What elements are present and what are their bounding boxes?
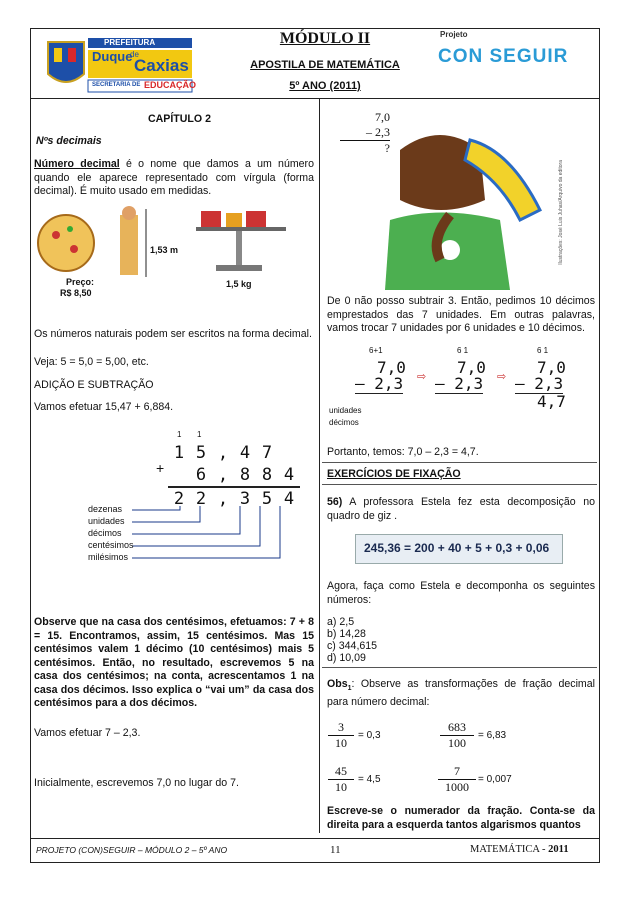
fraction-4-eq: = 0,007	[478, 774, 512, 785]
header-divider	[30, 98, 600, 99]
chapter-title: CAPÍTULO 2	[148, 113, 211, 125]
carry-2: 1	[197, 430, 202, 439]
weight-value: 1,5 kg	[226, 279, 252, 289]
item-d: d) 10,09	[327, 652, 366, 664]
separator	[322, 484, 597, 485]
measurements-illustration	[36, 205, 306, 300]
carry-1: 1	[177, 430, 182, 439]
module-title: MÓDULO II	[279, 30, 371, 47]
observe-paragraph: Observe que na casa dos centésimos, efetuamos: 7 + 8 = 15. Encontramos, assim, 15 centésimos. Mas 15 centésimos valem 1 décimo (10 centésimos) mais 5 centésimos. Então, no resultado, escrevemos 5 na casa dos centésimos; na conta, acrescentamos 1 na casa dos décimos. Isso explica o “vai um” da casa dos centésimos para a dos décimos.	[34, 616, 314, 709]
add-cell: 8	[239, 465, 251, 485]
height-value: 1,53 m	[150, 245, 179, 255]
add-cell: 4	[283, 465, 295, 485]
boy-sum-b: – 2,3	[340, 125, 390, 141]
step2-b: – 2,3	[435, 374, 484, 393]
logo-caxias-text: Caxias	[134, 56, 189, 75]
add-cell: ,	[217, 465, 229, 485]
escreve-paragraph: Escreve-se o numerador da fração. Conta-se da direita para a esquerda tantos algarismos quantos	[327, 805, 595, 831]
fraction-2-eq: = 6,83	[478, 730, 507, 741]
portanto-text: Portanto, temos: 7,0 – 2,3 = 4,7.	[327, 446, 479, 458]
inicialmente-text: Inicialmente, escrevemos 7,0 no lugar do 7.	[34, 777, 239, 789]
price-value: R$ 8,50	[60, 288, 92, 298]
add-cell: 3	[239, 489, 251, 509]
add-cell: 2	[173, 489, 185, 509]
fraction-4-num: 7	[438, 764, 476, 780]
step1-top: 6+1	[369, 346, 383, 355]
efetuar1-text: Vamos efetuar 15,47 + 6,884.	[34, 401, 174, 413]
plus-sign: +	[156, 460, 165, 476]
label-milesimos: milésimos	[88, 552, 129, 562]
q56-body: A professora Estela fez esta decomposição no quadro de giz .	[327, 496, 595, 522]
step3-result: 4,7	[537, 392, 566, 411]
add-cell: 6	[195, 465, 207, 485]
logo-projeto-text: Projeto	[440, 30, 468, 39]
column-divider	[319, 98, 320, 833]
de0-paragraph: De 0 não posso subtrair 3. Então, pedimos 10 décimos emprestados das 7 unidades. Em outras palavras, vamos trocar 7 unidades por 6 unidades e 10 décimos.	[327, 295, 595, 334]
add-cell: 2	[195, 489, 207, 509]
obs-text: : Observe as transformações de fração decimal para número decimal:	[327, 678, 595, 708]
arrow-icon: ⇨	[497, 371, 507, 383]
fraction-3-eq: = 4,5	[358, 774, 381, 785]
arrow-icon: ⇨	[417, 371, 427, 383]
fraction-1-num: 3	[328, 720, 354, 736]
add-cell: 8	[261, 465, 273, 485]
boy-illustration	[330, 110, 580, 290]
separator	[322, 667, 597, 668]
boy-sum-a: 7,0	[375, 110, 390, 124]
logo-secretaria-text: SECRETARIA DE	[92, 82, 141, 88]
footer-page-number: 11	[330, 844, 341, 856]
fraction-3-den: 10	[335, 780, 347, 794]
agora-text: Agora, faça como Estela e decomponha os seguintes números:	[327, 580, 595, 606]
add-cell: 5	[261, 489, 273, 509]
footer-subject: MATEMÁTICA -	[470, 844, 546, 855]
veja-text: Veja: 5 = 5,0 = 5,00, etc.	[34, 356, 149, 368]
add-sub-heading: ADIÇÃO E SUBTRAÇÃO	[34, 379, 154, 391]
fraction-4-den: 1000	[445, 780, 469, 794]
step2-a: 7,0	[457, 358, 486, 377]
logo-conseguir-text: CON SEGUIR	[438, 46, 569, 67]
section-title: Nºs decimais	[36, 135, 102, 147]
add-cell: 4	[239, 443, 251, 463]
step1-lbl-unidades: unidades	[329, 406, 362, 415]
grade-title: 5º ANO (2011)	[289, 80, 361, 92]
efetuar2-text: Vamos efetuar 7 – 2,3.	[34, 727, 141, 739]
fraction-1	[328, 720, 354, 751]
add-cell: 5	[195, 443, 207, 463]
footer-right	[470, 844, 569, 855]
item-a: a) 2,5	[327, 616, 355, 628]
item-c: c) 344,615	[327, 640, 378, 652]
exercicios-heading: EXERCÍCIOS DE FIXAÇÃO	[327, 468, 461, 480]
fraction-3-num: 45	[328, 764, 354, 780]
add-cell: 7	[261, 443, 273, 463]
obs-subscript: 1	[347, 685, 352, 693]
fraction-2-den: 100	[448, 736, 466, 750]
label-centesimos: centésimos	[88, 540, 134, 550]
add-cell: 1	[173, 443, 185, 463]
fraction-1-eq: = 0,3	[358, 730, 381, 741]
price-label: Preço:	[66, 277, 95, 287]
logo-conseguir	[436, 30, 576, 80]
fraction-1-den: 10	[335, 736, 347, 750]
footer-left: PROJETO (CON)SEGUIR – MÓDULO 2 – 5º ANO	[36, 845, 228, 855]
add-cell: ,	[217, 489, 229, 509]
logo-educacao-text: EDUCAÇÃO	[144, 80, 197, 90]
boy-credit: Ilustrações: José Luis Juhas/Arquivo da editora	[558, 160, 564, 265]
obs-label: Obs	[327, 678, 348, 690]
fraction-4	[438, 764, 476, 795]
intro-rest: é o nome que damos a um número quando ele aparece representado com vírgula (forma decimal). É muito usado em medidas.	[34, 158, 314, 197]
label-decimos: décimos	[88, 528, 122, 538]
step3-b: – 2,3	[515, 374, 564, 393]
natural-numbers-text: Os números naturais podem ser escritos na forma decimal.	[34, 328, 312, 340]
q56-number: 56)	[327, 496, 343, 508]
subtraction-steps	[327, 346, 595, 431]
boy-sum	[340, 110, 390, 156]
logo-de-text: de	[130, 50, 139, 59]
step1-a: 7,0	[377, 358, 406, 377]
fraction-2	[440, 720, 474, 751]
separator	[322, 462, 597, 463]
label-unidades: unidades	[88, 516, 125, 526]
step1-lbl-decimos: décimos	[329, 418, 359, 427]
place-value-lines-icon	[40, 430, 310, 610]
label-dezenas: dezenas	[88, 504, 123, 514]
item-b: b) 14,28	[327, 628, 366, 640]
intro-term: Número decimal	[34, 158, 120, 170]
boy-sum-c: ?	[384, 141, 390, 155]
step1-b: – 2,3	[355, 374, 404, 393]
obs-paragraph	[327, 678, 595, 709]
chalkboard-expression: 245,36 = 200 + 40 + 5 + 0,3 + 0,06	[364, 541, 550, 555]
chalkboard	[355, 534, 563, 564]
logo-duque-text: Duque	[92, 49, 133, 64]
footer-divider	[30, 838, 600, 839]
logo-prefeitura-text: PREFEITURA	[104, 38, 156, 47]
step3-a: 7,0	[537, 358, 566, 377]
intro-paragraph	[34, 158, 314, 199]
fraction-3	[328, 764, 354, 795]
apostila-title: APOSTILA DE MATEMÁTICA	[250, 59, 400, 71]
step3-top: 6 1	[537, 346, 549, 355]
add-cell: ,	[217, 443, 229, 463]
step2-top: 6 1	[457, 346, 469, 355]
footer-year: 2011	[548, 844, 569, 855]
fraction-2-num: 683	[440, 720, 474, 736]
logo-prefeitura	[44, 34, 197, 94]
add-cell: 4	[283, 489, 295, 509]
addition-figure	[40, 430, 310, 610]
q56-text	[327, 496, 595, 523]
